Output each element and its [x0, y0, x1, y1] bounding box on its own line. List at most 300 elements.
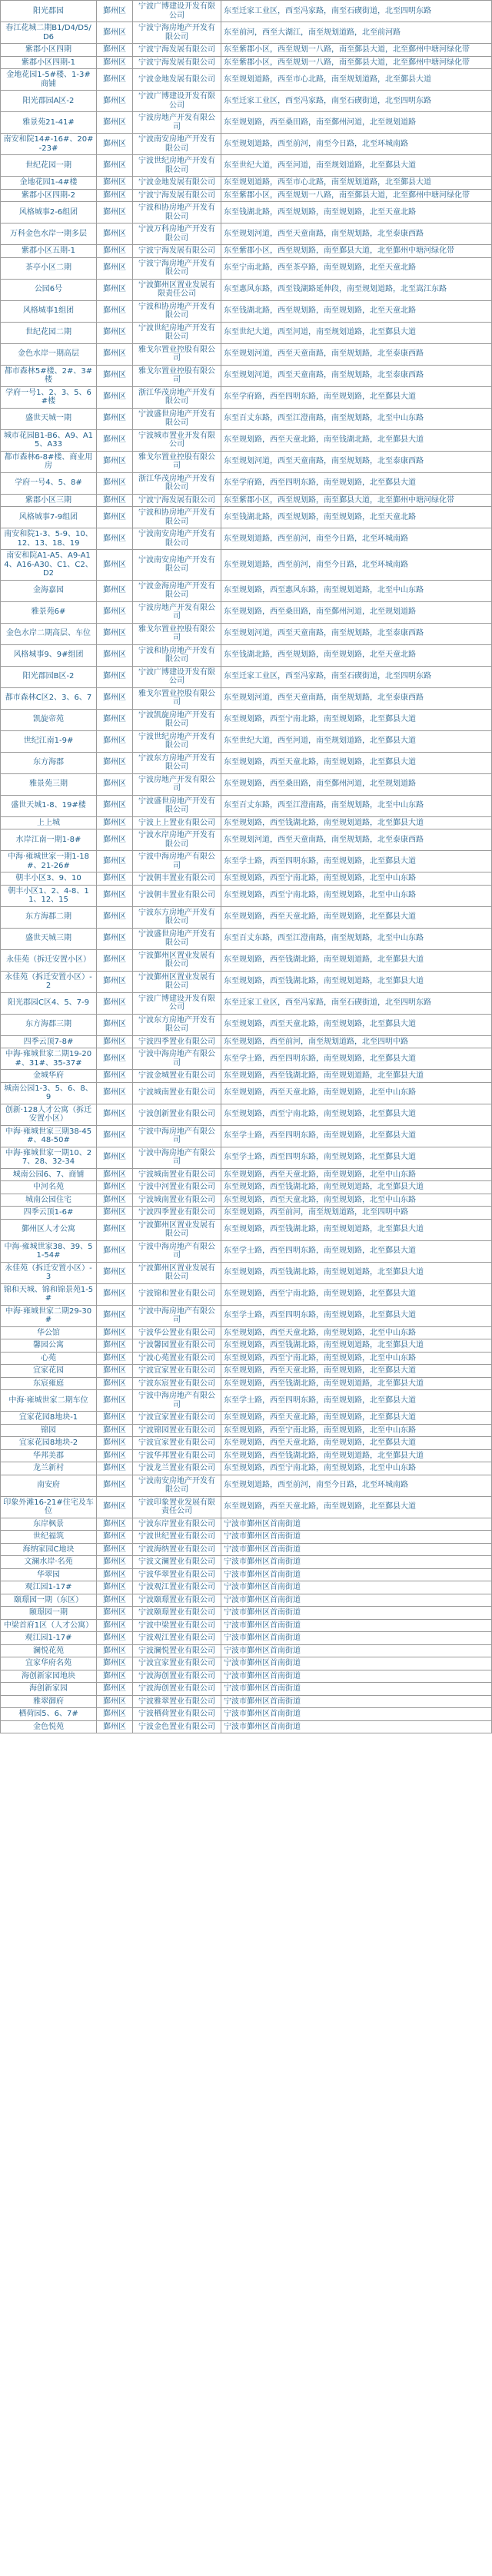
district-cell: 鄞州区	[97, 112, 133, 134]
table-row	[1, 528, 492, 550]
developer-cell: 宁波盛世房地产开发有限公司	[133, 408, 221, 429]
district-cell: 鄞州区	[97, 1035, 133, 1048]
table-row	[1, 1543, 492, 1556]
district-cell: 鄞州区	[97, 928, 133, 949]
boundary-cell: 东至学士路，西至四明东路，南至规划路，北至鄞县大道	[221, 1390, 492, 1412]
table-row	[1, 257, 492, 279]
project-name-cell: 宜家花园	[1, 1365, 97, 1378]
district-cell: 鄞州区	[97, 451, 133, 472]
project-name-cell: 永佳苑（拆迁安置小区）-2	[1, 971, 97, 992]
developer-cell: 宁波四季置业有限公司	[133, 1207, 221, 1220]
project-name-cell: 观江园1-17#	[1, 1581, 97, 1594]
project-name-cell: 中河名苑	[1, 1181, 97, 1194]
boundary-cell: 东至规划路，西至钱湖北路，南至规划道路，北至鄞县大道	[221, 1070, 492, 1083]
project-name-cell: 华翠园	[1, 1568, 97, 1581]
project-name-cell: 学府一号1、2、3、5、6#楼	[1, 386, 97, 408]
district-cell: 鄞州区	[97, 1283, 133, 1305]
developer-cell: 雅戈尔置业控股有限公司	[133, 343, 221, 365]
project-name-cell: 鄞州区人才公寓	[1, 1219, 97, 1240]
project-name-cell: 华邦美郡	[1, 1449, 97, 1462]
project-name-cell: 锦和天城、锦和锦景苑1-5#	[1, 1283, 97, 1305]
boundary-cell: 东至规划路，西至钱湖北路，南至规划道路，北至鄞县大道	[221, 1339, 492, 1353]
developer-cell: 宁波广博建设开发有限公司	[133, 1, 221, 22]
project-name-cell: 观江园1-17#	[1, 1632, 97, 1645]
project-name-cell: 宜家花园8地块-1	[1, 1412, 97, 1425]
table-row	[1, 1035, 492, 1048]
district-cell: 鄞州区	[97, 300, 133, 322]
project-name-cell: 南安和院14#-16#、20#-23#	[1, 134, 97, 155]
project-name-cell: 茶亭小区二期	[1, 257, 97, 279]
table-row	[1, 623, 492, 644]
project-name-cell: 凯旋帝苑	[1, 709, 97, 730]
boundary-cell: 东至规划路，西至钱湖北路，南至规划道路，北至鄞县大道	[221, 949, 492, 971]
boundary-cell: 东至世纪大道，西至河道，南至规划道路，北至鄞县大道	[221, 155, 492, 177]
developer-cell: 宁波中海房地产有限公司	[133, 1305, 221, 1326]
district-cell: 鄞州区	[97, 494, 133, 507]
developer-cell: 宁波中海房地产有限公司	[133, 1240, 221, 1262]
district-cell: 鄞州区	[97, 1194, 133, 1207]
developer-cell: 宁波上上置业有限公司	[133, 816, 221, 829]
developer-cell: 宁波中梁置业有限公司	[133, 1619, 221, 1632]
project-name-cell: 阳光郡园A区-2	[1, 91, 97, 112]
table-row	[1, 472, 492, 494]
boundary-cell: 东至学士路，西至四明东路，南至规划路，北至鄞县大道	[221, 1125, 492, 1147]
boundary-cell: 东至规划路，西至宁南北路，南至规划路，北至中山东路	[221, 1352, 492, 1365]
project-name-cell: 东方海郡二期	[1, 906, 97, 928]
boundary-cell: 东至学府路，西至四明东路，南至规划路，北至鄞县大道	[221, 386, 492, 408]
district-cell: 鄞州区	[97, 1219, 133, 1240]
table-row	[1, 1556, 492, 1569]
district-cell: 鄞州区	[97, 1449, 133, 1462]
developer-cell: 宁波东方房地产开发有限公司	[133, 906, 221, 928]
table-row	[1, 1496, 492, 1518]
district-cell: 鄞州区	[97, 134, 133, 155]
district-cell: 鄞州区	[97, 1082, 133, 1104]
project-name-cell: 中海·雍城世家一期1-18#、21-26#	[1, 851, 97, 872]
table-row	[1, 1, 492, 22]
project-name-cell: 城南公园住宅	[1, 1194, 97, 1207]
boundary-cell: 东至规划道路，西至前河，南至今日路，北至环城南路	[221, 1475, 492, 1496]
table-row	[1, 1568, 492, 1581]
boundary-cell: 东至规划路，西至前河，南至规划道路，北至四明中路	[221, 1207, 492, 1220]
table-row	[1, 507, 492, 528]
table-row	[1, 971, 492, 992]
table-row	[1, 322, 492, 343]
project-name-cell: 学府一号4、5、8#	[1, 472, 97, 494]
project-name-cell: 东方海郡	[1, 752, 97, 773]
district-cell: 鄞州区	[97, 1305, 133, 1326]
boundary-cell: 宁波市鄞州区首南街道	[221, 1581, 492, 1594]
table-row	[1, 816, 492, 829]
district-cell: 鄞州区	[97, 906, 133, 928]
boundary-cell: 东至规划路，西至宁南北路，南至规划路，北至鄞县大道	[221, 1104, 492, 1125]
developer-cell: 宁波印象置业发展有限责任公司	[133, 1496, 221, 1518]
boundary-cell: 东至紫郡小区，西至规划一八路，南至鄞县大道，北至鄞州中塘河绿化带	[221, 44, 492, 57]
table-row	[1, 1147, 492, 1168]
boundary-cell: 东至学士路，西至四明东路，南至规划路，北至鄞县大道	[221, 1048, 492, 1070]
project-name-cell: 雅景苑6#	[1, 601, 97, 623]
district-cell: 鄞州区	[97, 851, 133, 872]
developer-cell: 雅戈尔置业控股有限公司	[133, 687, 221, 709]
project-name-cell: 风格城事2-6组团	[1, 202, 97, 223]
district-cell: 鄞州区	[97, 322, 133, 343]
table-row	[1, 1207, 492, 1220]
district-cell: 鄞州区	[97, 1695, 133, 1708]
project-name-cell: 都市森林6-8#楼、商业用房	[1, 451, 97, 472]
district-cell: 鄞州区	[97, 1531, 133, 1544]
project-name-cell: 都市森林C区2、3、6、7	[1, 687, 97, 709]
developer-cell: 宁波金地发展有限公司	[133, 69, 221, 91]
developer-cell: 宁波宁海房地产开发有限公司	[133, 257, 221, 279]
district-cell: 鄞州区	[97, 1014, 133, 1035]
project-name-cell: 龙兰新村	[1, 1462, 97, 1475]
boundary-cell: 东至规划河道，西至天童南路，南至规划路，北至泰康西路	[221, 829, 492, 851]
boundary-cell: 东至前河，西至大湖江，南至规划道路，北至前河路	[221, 22, 492, 44]
project-name-cell: 上上城	[1, 816, 97, 829]
district-cell: 鄞州区	[97, 666, 133, 687]
table-row	[1, 223, 492, 245]
table-row	[1, 829, 492, 851]
project-name-cell: 城市花园B1-B6、A9、A15、A33	[1, 429, 97, 451]
project-name-cell: 盛世天城1-8、19#楼	[1, 795, 97, 816]
boundary-cell: 宁波市鄞州区首南街道	[221, 1531, 492, 1544]
boundary-cell: 东至钱湖北路，西至规划路，南至规划路，北至天童北路	[221, 644, 492, 666]
table-row	[1, 112, 492, 134]
district-cell: 鄞州区	[97, 1683, 133, 1696]
project-name-cell: 东岸枫景	[1, 1518, 97, 1531]
district-cell: 鄞州区	[97, 1147, 133, 1168]
project-name-cell: 城南公园1-3、5、6、8、9	[1, 1082, 97, 1104]
boundary-cell: 宁波市鄞州区首南街道	[221, 1720, 492, 1733]
district-cell: 鄞州区	[97, 1607, 133, 1620]
boundary-cell: 宁波市鄞州区首南街道	[221, 1695, 492, 1708]
project-name-cell: 中海·雍城世家二期29-30#	[1, 1305, 97, 1326]
district-cell: 鄞州区	[97, 1644, 133, 1657]
developer-cell: 宁波和协房地产开发有限公司	[133, 202, 221, 223]
developer-cell: 宁波房地产开发有限公司	[133, 773, 221, 795]
boundary-cell: 东至规划路，西至宁南北路，南至规划路，北至鄞县大道	[221, 709, 492, 730]
project-name-cell: 盛世天城一期	[1, 408, 97, 429]
table-row	[1, 1377, 492, 1390]
boundary-cell: 宁波市鄞州区首南街道	[221, 1683, 492, 1696]
developer-cell: 宁波宁海发展有限公司	[133, 494, 221, 507]
developer-cell: 宁波城南置业有限公司	[133, 1168, 221, 1181]
district-cell: 鄞州区	[97, 155, 133, 177]
district-cell: 鄞州区	[97, 550, 133, 581]
developer-cell: 宁波城南置业有限公司	[133, 1194, 221, 1207]
district-cell: 鄞州区	[97, 408, 133, 429]
developer-cell: 宁波盛世房地产开发有限公司	[133, 795, 221, 816]
boundary-cell: 东至紫郡小区，西至规划一八路，南至鄞县大道，北至鄞州中塘河绿化带	[221, 189, 492, 202]
district-cell: 鄞州区	[97, 202, 133, 223]
developer-cell: 宁波盛世房地产开发有限公司	[133, 928, 221, 949]
project-name-cell: 中海·雍城世家二期19-20#、31#、35-37#	[1, 1048, 97, 1070]
boundary-cell: 东至规划路，西至天童北路，南至规划路，北至中山东路	[221, 1168, 492, 1181]
table-row	[1, 872, 492, 886]
project-name-cell: 金海嘉园	[1, 580, 97, 601]
developer-cell: 宁波颐璟置业有限公司	[133, 1607, 221, 1620]
district-cell: 鄞州区	[97, 177, 133, 190]
developer-cell: 宁波心苑置业有限公司	[133, 1352, 221, 1365]
developer-cell: 宁波雅翠置业有限公司	[133, 1695, 221, 1708]
table-row	[1, 1607, 492, 1620]
boundary-cell: 东至规划河道，西至天童南路，南至规划路，北至泰康西路	[221, 687, 492, 709]
table-row	[1, 1449, 492, 1462]
boundary-cell: 东至规划路，西至钱湖北路，南至规划道路，北至鄞县大道	[221, 1219, 492, 1240]
project-name-cell: 宜家花园8地块-2	[1, 1437, 97, 1450]
developer-cell: 宁波鄞州区置业发展有限公司	[133, 971, 221, 992]
developer-cell: 宁波宁海房地产开发有限公司	[133, 22, 221, 44]
developer-cell: 宁波世纪房地产开发有限公司	[133, 322, 221, 343]
boundary-cell: 东至百丈东路，西至江澄南路，南至规划路，北至中山东路	[221, 928, 492, 949]
district-cell: 鄞州区	[97, 795, 133, 816]
boundary-cell: 宁波市鄞州区首南街道	[221, 1543, 492, 1556]
developer-cell: 宁波鄞州区置业发展有限公司	[133, 1219, 221, 1240]
boundary-cell: 东至规划道路，西至前河，南至今日路，北至环城南路	[221, 550, 492, 581]
developer-cell: 宁波中河置业有限公司	[133, 1181, 221, 1194]
developer-cell: 宁波朝丰置业有限公司	[133, 885, 221, 906]
district-cell: 鄞州区	[97, 1377, 133, 1390]
district-cell: 鄞州区	[97, 601, 133, 623]
developer-cell: 宁波和协房地产开发有限公司	[133, 644, 221, 666]
developer-cell: 宁波和协房地产开发有限公司	[133, 507, 221, 528]
boundary-cell: 东至规划路，西至天童北路，南至规划路，北至中山东路	[221, 1194, 492, 1207]
boundary-cell: 东至规划路，西至宁南北路，南至规划路，北至鄞县大道	[221, 1283, 492, 1305]
boundary-cell: 宁波市鄞州区首南街道	[221, 1670, 492, 1683]
table-row	[1, 1695, 492, 1708]
table-row	[1, 177, 492, 190]
table-row	[1, 1708, 492, 1721]
boundary-cell: 宁波市鄞州区首南街道	[221, 1632, 492, 1645]
district-cell: 鄞州区	[97, 22, 133, 44]
district-cell: 鄞州区	[97, 91, 133, 112]
district-cell: 鄞州区	[97, 580, 133, 601]
project-name-cell: 颐璟园一期（东区）	[1, 1594, 97, 1607]
project-name-cell: 中海·雍城世家一期10、27、28、32-34	[1, 1147, 97, 1168]
district-cell: 鄞州区	[97, 644, 133, 666]
boundary-cell: 宁波市鄞州区首南街道	[221, 1708, 492, 1721]
boundary-cell: 东至迁家工业区，西至冯家路，南至石碶街道，北至四明东路	[221, 1, 492, 22]
developer-cell: 宁波金地发展有限公司	[133, 177, 221, 190]
project-name-cell: 紫郡小区四期-2	[1, 189, 97, 202]
boundary-cell: 东至规划河道，西至天童南路，南至规划路，北至泰康西路	[221, 451, 492, 472]
district-cell: 鄞州区	[97, 885, 133, 906]
table-row	[1, 1437, 492, 1450]
district-cell: 鄞州区	[97, 365, 133, 386]
district-cell: 鄞州区	[97, 1568, 133, 1581]
boundary-cell: 东至学士路，西至四明东路，南至规划路，北至鄞县大道	[221, 1147, 492, 1168]
district-cell: 鄞州区	[97, 257, 133, 279]
project-name-cell: 宜家华府名苑	[1, 1657, 97, 1670]
boundary-cell: 东至规划路，西至天童北路，南至规划路，北至鄞县大道	[221, 1365, 492, 1378]
developer-cell: 宁波锦园置业有限公司	[133, 1424, 221, 1437]
table-row	[1, 1475, 492, 1496]
project-name-cell: 南安和院A1-A5、A9-A14、A16-A30、C1、C2、D2	[1, 550, 97, 581]
project-table-body	[1, 1, 492, 1733]
project-name-cell: 朝丰小区3、9、10	[1, 872, 97, 886]
district-cell: 鄞州区	[97, 816, 133, 829]
developer-cell: 宁波中海房地产有限公司	[133, 1125, 221, 1147]
district-cell: 鄞州区	[97, 1657, 133, 1670]
district-cell: 鄞州区	[97, 829, 133, 851]
project-name-cell: 南安府	[1, 1475, 97, 1496]
developer-cell: 宁波房地产开发有限公司	[133, 601, 221, 623]
developer-cell: 宁波锦和置业有限公司	[133, 1283, 221, 1305]
boundary-cell: 东至百丈东路，西至江澄南路，南至规划路，北至中山东路	[221, 795, 492, 816]
boundary-cell: 宁波市鄞州区首南街道	[221, 1657, 492, 1670]
district-cell: 鄞州区	[97, 1104, 133, 1125]
district-cell: 鄞州区	[97, 1462, 133, 1475]
developer-cell: 宁波凯旋房地产开发有限公司	[133, 709, 221, 730]
district-cell: 鄞州区	[97, 949, 133, 971]
table-row	[1, 189, 492, 202]
district-cell: 鄞州区	[97, 687, 133, 709]
boundary-cell: 宁波市鄞州区首南街道	[221, 1594, 492, 1607]
project-name-cell: 金地花园1-4#楼	[1, 177, 97, 190]
project-name-cell: 南安和院1-3、5-9、10、12、13、18、19	[1, 528, 97, 550]
table-row	[1, 451, 492, 472]
boundary-cell: 东至世纪大道，西至河道，南至规划道路，北至鄞县大道	[221, 730, 492, 752]
developer-cell: 宁波南安房地产开发有限公司	[133, 1475, 221, 1496]
district-cell: 鄞州区	[97, 1365, 133, 1378]
table-row	[1, 1048, 492, 1070]
developer-cell: 浙江华茂房地产开发有限公司	[133, 472, 221, 494]
boundary-cell: 东至规划路，西至钱湖北路，南至规划道路，北至鄞县大道	[221, 1181, 492, 1194]
district-cell: 鄞州区	[97, 1326, 133, 1339]
project-name-cell: 春江花城二期B1/D4/D5/D6	[1, 22, 97, 44]
table-row	[1, 1683, 492, 1696]
project-name-cell: 馨园公寓	[1, 1339, 97, 1353]
table-row	[1, 1262, 492, 1283]
district-cell: 鄞州区	[97, 1556, 133, 1569]
developer-cell: 宁波宜家置业有限公司	[133, 1437, 221, 1450]
project-name-cell: 永佳苑（拆迁安置小区）-3	[1, 1262, 97, 1283]
developer-cell: 宁波东方房地产开发有限公司	[133, 752, 221, 773]
table-row	[1, 1390, 492, 1412]
boundary-cell: 东至规划路，西至前河，南至规划道路，北至四明中路	[221, 1035, 492, 1048]
district-cell: 鄞州区	[97, 1262, 133, 1283]
boundary-cell: 东至百丈东路，西至江澄南路，南至规划路，北至中山东路	[221, 408, 492, 429]
developer-cell: 宁波海创置业有限公司	[133, 1683, 221, 1696]
developer-cell: 宁波东宸置业有限公司	[133, 1377, 221, 1390]
district-cell: 鄞州区	[97, 1437, 133, 1450]
table-row	[1, 550, 492, 581]
district-cell: 鄞州区	[97, 472, 133, 494]
developer-cell: 宁波世纪置业有限公司	[133, 1531, 221, 1544]
boundary-cell: 宁波市鄞州区首南街道	[221, 1619, 492, 1632]
table-row	[1, 795, 492, 816]
project-name-cell: 中海·雍城世家38、39、51-54#	[1, 1240, 97, 1262]
developer-cell: 宁波东岸置业有限公司	[133, 1518, 221, 1531]
project-name-cell: 世纪江南1-9#	[1, 730, 97, 752]
boundary-cell: 东至规划路，西至钱湖北路，南至规划道路，北至鄞县大道	[221, 816, 492, 829]
table-row	[1, 134, 492, 155]
boundary-cell: 东至规划路，西至惠风东路，南至规划道路，北至中山东路	[221, 580, 492, 601]
boundary-cell: 东至学士路，西至四明东路，南至规划路，北至鄞县大道	[221, 1305, 492, 1326]
developer-cell: 宁波中海房地产有限公司	[133, 1147, 221, 1168]
project-name-cell: 海创新家园	[1, 1683, 97, 1696]
district-cell: 鄞州区	[97, 507, 133, 528]
table-row	[1, 91, 492, 112]
developer-cell: 宁波观江置业有限公司	[133, 1632, 221, 1645]
table-row	[1, 666, 492, 687]
boundary-cell: 东至钱湖北路，西至规划路，南至规划路，北至天童北路	[221, 202, 492, 223]
boundary-cell: 东至学士路，西至四明东路，南至规划路，北至鄞县大道	[221, 1240, 492, 1262]
boundary-cell: 东至规划路，西至桑田路，南至鄞州河道，北至规划道路	[221, 112, 492, 134]
developer-cell: 雅戈尔置业控股有限公司	[133, 365, 221, 386]
project-name-cell: 紫郡小区四期	[1, 44, 97, 57]
table-row	[1, 1352, 492, 1365]
project-name-cell: 风格城事1组团	[1, 300, 97, 322]
developer-cell: 宁波文澜置业有限公司	[133, 1556, 221, 1569]
project-name-cell: 风格城事7-9组团	[1, 507, 97, 528]
table-row	[1, 1219, 492, 1240]
boundary-cell: 东至钱湖北路，西至规划路，南至规划路，北至天童北路	[221, 507, 492, 528]
table-row	[1, 1581, 492, 1594]
project-name-cell: 阳光郡园B区-2	[1, 666, 97, 687]
table-row	[1, 22, 492, 44]
district-cell: 鄞州区	[97, 1412, 133, 1425]
district-cell: 鄞州区	[97, 1619, 133, 1632]
district-cell: 鄞州区	[97, 1125, 133, 1147]
table-row	[1, 1594, 492, 1607]
boundary-cell: 东至规划河道，西至天童南路，南至规划路，北至泰康西路	[221, 623, 492, 644]
developer-cell: 宁波鄞州区置业发展有限公司	[133, 1262, 221, 1283]
district-cell: 鄞州区	[97, 528, 133, 550]
table-row	[1, 580, 492, 601]
developer-cell: 宁波城南置业有限公司	[133, 1082, 221, 1104]
boundary-cell: 东至规划路，西至宁南北路，南至规划路，北至中山东路	[221, 1462, 492, 1475]
district-cell: 鄞州区	[97, 992, 133, 1014]
district-cell: 鄞州区	[97, 69, 133, 91]
boundary-cell: 东至规划路，西至天童北路，南至规划路，北至中山东路	[221, 1082, 492, 1104]
developer-cell: 宁波鄞州区置业发展有限责任公司	[133, 279, 221, 300]
district-cell: 鄞州区	[97, 1543, 133, 1556]
district-cell: 鄞州区	[97, 1240, 133, 1262]
project-name-cell: 印象外滩16-21#住宅及车位	[1, 1496, 97, 1518]
district-cell: 鄞州区	[97, 1339, 133, 1353]
project-name-cell: 东方海郡三期	[1, 1014, 97, 1035]
project-name-cell: 金城华府	[1, 1070, 97, 1083]
district-cell: 鄞州区	[97, 56, 133, 69]
project-name-cell: 紫郡小区三期	[1, 494, 97, 507]
project-name-cell: 中海·雍城世家三期38-45#、48-50#	[1, 1125, 97, 1147]
boundary-cell: 东至规划路，西至天童北路，南至规划路，北至鄞县大道	[221, 1437, 492, 1450]
developer-cell: 宁波华翠置业有限公司	[133, 1568, 221, 1581]
district-cell: 鄞州区	[97, 223, 133, 245]
district-cell: 鄞州区	[97, 279, 133, 300]
developer-cell: 宁波宜家置业有限公司	[133, 1412, 221, 1425]
developer-cell: 宁波南安房地产开发有限公司	[133, 528, 221, 550]
developer-cell: 宁波朝丰置业有限公司	[133, 872, 221, 886]
table-row	[1, 1181, 492, 1194]
table-row	[1, 245, 492, 258]
table-row	[1, 1619, 492, 1632]
developer-cell: 宁波海创置业有限公司	[133, 1670, 221, 1683]
boundary-cell: 东至钱湖北路，西至规划路，南至规划路，北至天童北路	[221, 300, 492, 322]
developer-cell: 宁波广博建设开发有限公司	[133, 992, 221, 1014]
boundary-cell: 东至紫郡小区，西至规划路，南至鄞县大道，北至鄞州中塘河绿化带	[221, 245, 492, 258]
project-name-cell: 朝丰小区1、2、4-8、11、12、15	[1, 885, 97, 906]
district-cell: 鄞州区	[97, 1424, 133, 1437]
district-cell: 鄞州区	[97, 1720, 133, 1733]
project-name-cell: 华公馆	[1, 1326, 97, 1339]
project-name-cell: 阳光郡园	[1, 1, 97, 22]
table-row	[1, 1104, 492, 1125]
project-name-cell: 紫郡小区四期-1	[1, 56, 97, 69]
district-cell: 鄞州区	[97, 971, 133, 992]
district-cell: 鄞州区	[97, 730, 133, 752]
